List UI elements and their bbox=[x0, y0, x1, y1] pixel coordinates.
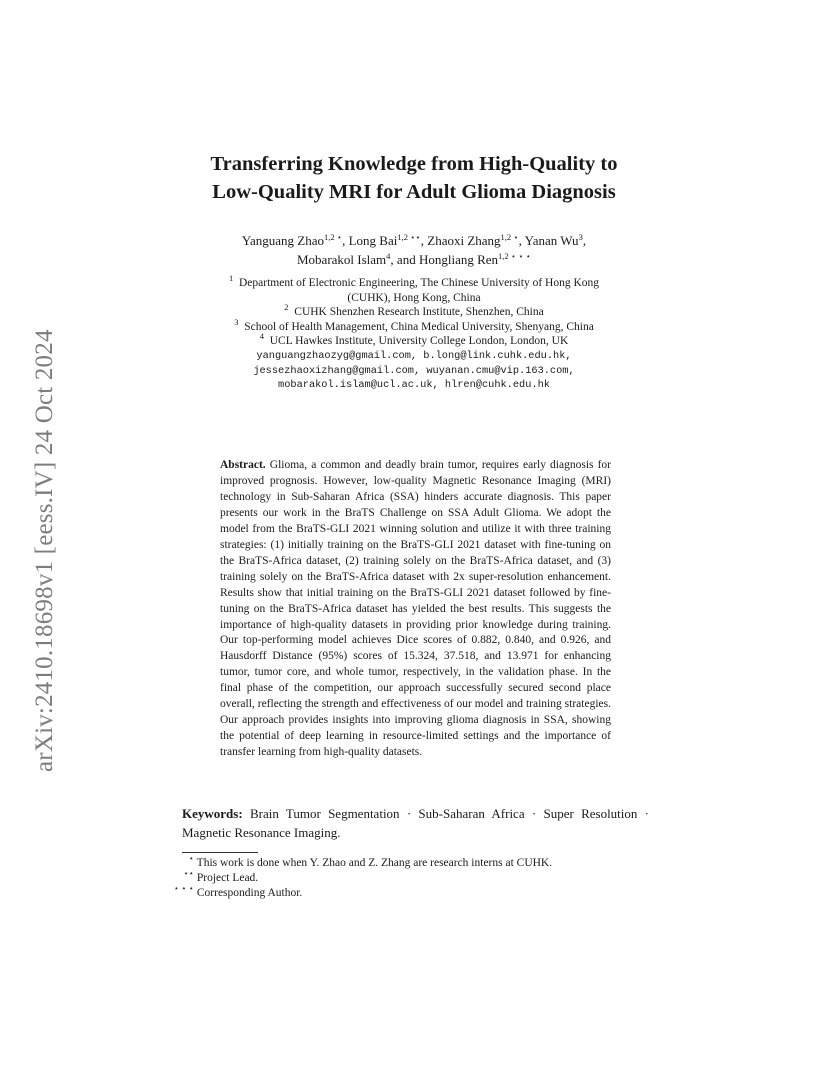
footnote-text: Project Lead. bbox=[196, 872, 259, 884]
author-affil: 1,2 bbox=[324, 232, 335, 242]
author-conjunction: and bbox=[396, 252, 419, 267]
arxiv-identifier: arXiv:2410.18698v1 [eess.IV] 24 Oct 2024 bbox=[31, 329, 58, 772]
paper-title bbox=[150, 150, 678, 206]
title-line-1: Transferring Knowledge from High-Quality to bbox=[210, 153, 618, 175]
author-line-2: Mobarakol Islam$^4$, and Hongliang Ren$^{1,2 ⋆ ⋆ ⋆}$ bbox=[297, 251, 531, 267]
affiliation-text: CUHK Shenzhen Research Institute, Shenzhen, China bbox=[294, 306, 544, 319]
author-list bbox=[150, 231, 678, 269]
author-name: Zhaoxi Zhang bbox=[427, 233, 501, 248]
abstract-text: Glioma, a common and deadly brain tumor, requires early diagnosis for improved prognosis. However, low-quality Magnetic Resonance Imaging (MRI) technology in Sub-Saharan Africa (SSA) hinders accurate diagnosis. This paper presents our work in the BraTS Challenge on SSA Adult Glioma. We adopt the model from the BraTS-GLI 2021 winning solution and utilize it with three training strategies: (1) initially training on the BraTS-GLI 2021 dataset with fine-tuning on the BraTS-Africa dataset, (2) training solely on the BraTS-Africa dataset, and (3) training solely on the BraTS-Africa dataset with 2x super-resolution enhancement. Results show that initial training on the BraTS-GLI 2021 dataset followed by fine-tuning on the BraTS-Africa dataset has yielded the best results. This suggests the importance of high-quality datasets in providing prior knowledge during training. Our top-performing model achieves Dice scores of 0.882, 0.840, and 0.926, and Hausdorff Distance (95%) scores of 15.324, 37.518, and 13.971 for enhancing tumor, tumor core, and whole tumor, respectively, in the validation phase. In the final phase of the competition, our approach successfully secured second place overall, reflecting the strength and effectiveness of our model and training strategies. Our approach provides insights into improving glioma diagnosis in SSA, showing the potential of deep learning in resource-limited settings and the importance of transfer learning from high-quality datasets. bbox=[220, 459, 611, 759]
affiliation-2 bbox=[150, 302, 678, 320]
abstract bbox=[220, 458, 611, 761]
email-line-3: mobarakol.islam@ucl.ac.uk, hlren@cuhk.edu.hk bbox=[278, 379, 550, 392]
footnotes bbox=[170, 853, 650, 901]
email-line-2: jessezhaoxizhang@gmail.com, wuyanan.cmu@vip.163.com, bbox=[253, 364, 575, 377]
affiliation-text: UCL Hawkes Institute, University College London, London, UK bbox=[269, 335, 569, 348]
affiliation-4 bbox=[150, 331, 678, 349]
footnote-2: ⋆⋆ Project Lead. bbox=[183, 868, 259, 884]
affiliation-number: 3 bbox=[234, 316, 239, 327]
author-name: Yanguang Zhao bbox=[241, 233, 325, 248]
author-mark: ⋆ ⋆ ⋆ bbox=[508, 251, 531, 261]
author-affil: 1,2 bbox=[397, 232, 408, 242]
keywords-label: Keywords: bbox=[182, 806, 243, 821]
affiliation-3 bbox=[150, 316, 678, 335]
affiliation-number: 2 bbox=[284, 302, 289, 313]
author-affil: 4 bbox=[386, 251, 391, 261]
email-line-1: yanguangzhaozyg@gmail.com, b.long@link.cuhk.edu.hk, bbox=[256, 349, 572, 362]
author-mark: ⋆⋆ bbox=[407, 232, 421, 242]
affiliation-text: School of Health Management, China Medical University, Shenyang, China bbox=[244, 320, 594, 333]
author-affil: 3 bbox=[578, 232, 583, 242]
footnote-text: This work is done when Y. Zhao and Z. Zhang are research interns at CUHK. bbox=[196, 857, 553, 869]
affiliation-number: 1 bbox=[228, 273, 234, 283]
keywords-text: Brain Tumor Segmentation · Sub-Saharan Africa · Super Resolution · Magnetic Resonance Imaging. bbox=[182, 806, 650, 840]
affiliation-text: Department of Electronic Engineering, The Chinese University of Hong Kong bbox=[238, 277, 600, 289]
author-affil: 1,2 bbox=[498, 251, 509, 261]
author-mark: ⋆ bbox=[334, 232, 343, 242]
affiliation-1-cont: (CUHK), Hong Kong, China bbox=[347, 291, 481, 304]
title-line-2: Low-Quality MRI for Adult Glioma Diagnosis bbox=[212, 181, 616, 203]
footnote-text: Corresponding Author. bbox=[196, 887, 303, 899]
author-name: Long Bai bbox=[348, 233, 398, 248]
affiliation-number: 4 bbox=[259, 331, 264, 342]
affiliation-1 bbox=[150, 273, 678, 291]
author-affil: 1,2 bbox=[500, 232, 512, 242]
author-name: Mobarakol Islam bbox=[297, 252, 387, 267]
author-mark: ⋆ bbox=[511, 232, 519, 242]
author-name: Hongliang Ren bbox=[418, 252, 499, 267]
keywords bbox=[182, 804, 649, 842]
abstract-label: Abstract. bbox=[220, 459, 266, 471]
author-name: Yanan Wu bbox=[524, 233, 579, 248]
author-line-1: Yanguang Zhao$^{1,2 ⋆}$, Long Bai$^{1,2 ⋆⋆}$, Zhaoxi Zhang$^{1,2 ⋆}$, Yanan Wu$^3$, bbox=[241, 232, 587, 248]
footnote-1: ⋆ This work is done when Y. Zhao and Z. Zhang are research interns at CUHK. bbox=[188, 853, 553, 869]
affiliations bbox=[150, 273, 678, 393]
footnote-3: ⋆ ⋆ ⋆ Corresponding Author. bbox=[173, 883, 303, 899]
